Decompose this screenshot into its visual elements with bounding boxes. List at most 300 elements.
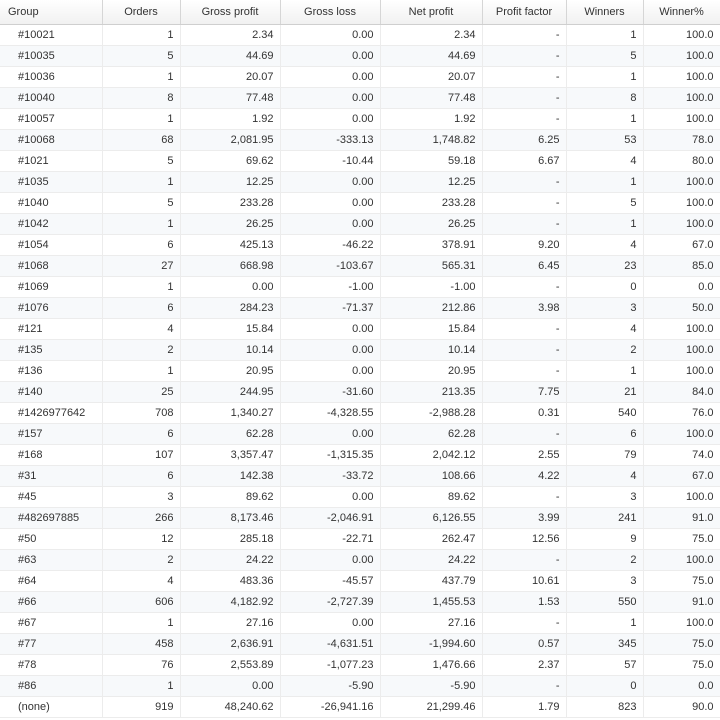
cell-orders: 6: [102, 423, 180, 444]
cell-group: #135: [0, 339, 102, 360]
table-row[interactable]: [0, 66, 720, 87]
cell-gross-loss: 0.00: [280, 549, 380, 570]
cell-profit-factor: 3.98: [482, 297, 566, 318]
cell-gross-loss: -1,077.23: [280, 654, 380, 675]
cell-net-profit: 24.22: [380, 549, 482, 570]
cell-winner-pct: 100.0: [643, 549, 720, 570]
cell-winner-pct: 80.0: [643, 150, 720, 171]
cell-winners: 3: [566, 297, 643, 318]
cell-orders: 1: [102, 213, 180, 234]
cell-profit-factor: 0.31: [482, 402, 566, 423]
table-row[interactable]: [0, 87, 720, 108]
cell-gross-profit: 2,636.91: [180, 633, 280, 654]
cell-orders: 4: [102, 570, 180, 591]
cell-profit-factor: -: [482, 24, 566, 45]
cell-gross-loss: -31.60: [280, 381, 380, 402]
cell-profit-factor: -: [482, 486, 566, 507]
table-row[interactable]: [0, 591, 720, 612]
table-row[interactable]: [0, 444, 720, 465]
cell-net-profit: 2,042.12: [380, 444, 482, 465]
column-header-group[interactable]: Group: [0, 0, 102, 24]
cell-winners: 6: [566, 423, 643, 444]
table-row[interactable]: [0, 276, 720, 297]
cell-profit-factor: 3.99: [482, 507, 566, 528]
cell-gross-profit: 12.25: [180, 171, 280, 192]
cell-winner-pct: 0.0: [643, 276, 720, 297]
table-row[interactable]: [0, 528, 720, 549]
cell-winner-pct: 100.0: [643, 24, 720, 45]
cell-group: #10068: [0, 129, 102, 150]
cell-net-profit: -1,994.60: [380, 633, 482, 654]
cell-profit-factor: 7.75: [482, 381, 566, 402]
table-row[interactable]: [0, 150, 720, 171]
cell-winners: 8: [566, 87, 643, 108]
column-header-winners[interactable]: Winners: [566, 0, 643, 24]
cell-orders: 266: [102, 507, 180, 528]
cell-winners: 1: [566, 24, 643, 45]
cell-gross-profit: 284.23: [180, 297, 280, 318]
cell-gross-loss: -26,941.16: [280, 696, 380, 717]
cell-gross-loss: 0.00: [280, 66, 380, 87]
cell-winner-pct: 85.0: [643, 255, 720, 276]
cell-gross-loss: 0.00: [280, 192, 380, 213]
cell-profit-factor: 2.37: [482, 654, 566, 675]
cell-profit-factor: 12.56: [482, 528, 566, 549]
cell-gross-loss: 0.00: [280, 171, 380, 192]
header-row: [0, 0, 720, 24]
cell-group: #140: [0, 381, 102, 402]
cell-winner-pct: 76.0: [643, 402, 720, 423]
cell-profit-factor: 10.61: [482, 570, 566, 591]
cell-winners: 9: [566, 528, 643, 549]
cell-group: #1426977642: [0, 402, 102, 423]
table-row[interactable]: [0, 549, 720, 570]
cell-winners: 540: [566, 402, 643, 423]
cell-winner-pct: 100.0: [643, 360, 720, 381]
cell-winner-pct: 50.0: [643, 297, 720, 318]
cell-orders: 1: [102, 108, 180, 129]
cell-winners: 23: [566, 255, 643, 276]
cell-orders: 76: [102, 654, 180, 675]
cell-gross-profit: 77.48: [180, 87, 280, 108]
cell-gross-profit: 1.92: [180, 108, 280, 129]
cell-net-profit: 26.25: [380, 213, 482, 234]
cell-winner-pct: 75.0: [643, 633, 720, 654]
column-header-profit-factor[interactable]: Profit factor: [482, 0, 566, 24]
cell-gross-profit: 3,357.47: [180, 444, 280, 465]
cell-winners: 0: [566, 675, 643, 696]
cell-winner-pct: 100.0: [643, 213, 720, 234]
cell-winner-pct: 75.0: [643, 654, 720, 675]
cell-net-profit: 27.16: [380, 612, 482, 633]
cell-winners: 2: [566, 549, 643, 570]
cell-group: #1068: [0, 255, 102, 276]
cell-net-profit: 262.47: [380, 528, 482, 549]
cell-group: #67: [0, 612, 102, 633]
cell-winners: 2: [566, 339, 643, 360]
cell-winners: 5: [566, 192, 643, 213]
cell-orders: 1: [102, 612, 180, 633]
table-row[interactable]: [0, 129, 720, 150]
cell-gross-loss: 0.00: [280, 45, 380, 66]
cell-orders: 68: [102, 129, 180, 150]
cell-profit-factor: -: [482, 192, 566, 213]
cell-gross-profit: 26.25: [180, 213, 280, 234]
cell-winner-pct: 91.0: [643, 507, 720, 528]
cell-net-profit: 10.14: [380, 339, 482, 360]
cell-profit-factor: -: [482, 66, 566, 87]
cell-net-profit: 62.28: [380, 423, 482, 444]
cell-winners: 1: [566, 360, 643, 381]
cell-winner-pct: 100.0: [643, 87, 720, 108]
column-header-gross-loss[interactable]: Gross loss: [280, 0, 380, 24]
cell-orders: 107: [102, 444, 180, 465]
cell-winners: 0: [566, 276, 643, 297]
cell-winners: 1: [566, 66, 643, 87]
cell-net-profit: -2,988.28: [380, 402, 482, 423]
cell-net-profit: 378.91: [380, 234, 482, 255]
cell-orders: 5: [102, 192, 180, 213]
cell-gross-loss: -2,727.39: [280, 591, 380, 612]
cell-gross-loss: -5.90: [280, 675, 380, 696]
cell-orders: 12: [102, 528, 180, 549]
cell-profit-factor: -: [482, 612, 566, 633]
cell-gross-profit: 142.38: [180, 465, 280, 486]
cell-group: #10035: [0, 45, 102, 66]
cell-gross-loss: -333.13: [280, 129, 380, 150]
cell-net-profit: 1,748.82: [380, 129, 482, 150]
cell-profit-factor: -: [482, 360, 566, 381]
cell-gross-profit: 15.84: [180, 318, 280, 339]
cell-group: #86: [0, 675, 102, 696]
table-row[interactable]: [0, 318, 720, 339]
cell-winner-pct: 78.0: [643, 129, 720, 150]
cell-orders: 6: [102, 297, 180, 318]
cell-net-profit: 44.69: [380, 45, 482, 66]
cell-orders: 708: [102, 402, 180, 423]
cell-group: #157: [0, 423, 102, 444]
cell-profit-factor: 2.55: [482, 444, 566, 465]
cell-profit-factor: -: [482, 339, 566, 360]
cell-gross-loss: -4,328.55: [280, 402, 380, 423]
cell-winner-pct: 100.0: [643, 192, 720, 213]
cell-gross-profit: 2.34: [180, 24, 280, 45]
cell-winners: 1: [566, 213, 643, 234]
cell-net-profit: 6,126.55: [380, 507, 482, 528]
cell-orders: 2: [102, 339, 180, 360]
cell-orders: 8: [102, 87, 180, 108]
cell-orders: 1: [102, 171, 180, 192]
cell-gross-profit: 8,173.46: [180, 507, 280, 528]
cell-winner-pct: 100.0: [643, 486, 720, 507]
cell-gross-loss: -22.71: [280, 528, 380, 549]
cell-group: #66: [0, 591, 102, 612]
cell-winner-pct: 75.0: [643, 570, 720, 591]
cell-orders: 4: [102, 318, 180, 339]
cell-gross-loss: 0.00: [280, 423, 380, 444]
cell-group: #63: [0, 549, 102, 570]
cell-gross-profit: 4,182.92: [180, 591, 280, 612]
cell-group: #168: [0, 444, 102, 465]
column-header-net-profit[interactable]: Net profit: [380, 0, 482, 24]
cell-net-profit: -5.90: [380, 675, 482, 696]
cell-profit-factor: 6.25: [482, 129, 566, 150]
cell-gross-loss: 0.00: [280, 612, 380, 633]
cell-group: #10036: [0, 66, 102, 87]
cell-winners: 21: [566, 381, 643, 402]
cell-gross-profit: 44.69: [180, 45, 280, 66]
cell-winner-pct: 67.0: [643, 465, 720, 486]
cell-orders: 5: [102, 45, 180, 66]
cell-gross-loss: 0.00: [280, 318, 380, 339]
cell-winner-pct: 100.0: [643, 171, 720, 192]
cell-net-profit: 212.86: [380, 297, 482, 318]
cell-winner-pct: 75.0: [643, 528, 720, 549]
cell-net-profit: 59.18: [380, 150, 482, 171]
cell-group: #136: [0, 360, 102, 381]
cell-group: #78: [0, 654, 102, 675]
cell-profit-factor: -: [482, 45, 566, 66]
cell-gross-loss: 0.00: [280, 486, 380, 507]
cell-group: #64: [0, 570, 102, 591]
table-row[interactable]: [0, 213, 720, 234]
cell-profit-factor: 1.53: [482, 591, 566, 612]
cell-gross-loss: 0.00: [280, 339, 380, 360]
cell-group: #1021: [0, 150, 102, 171]
cell-gross-loss: -71.37: [280, 297, 380, 318]
cell-profit-factor: -: [482, 276, 566, 297]
cell-gross-loss: -45.57: [280, 570, 380, 591]
cell-net-profit: 77.48: [380, 87, 482, 108]
cell-gross-loss: -103.67: [280, 255, 380, 276]
table-row[interactable]: [0, 675, 720, 696]
cell-winners: 4: [566, 318, 643, 339]
cell-orders: 6: [102, 465, 180, 486]
table-row[interactable]: [0, 486, 720, 507]
cell-profit-factor: -: [482, 87, 566, 108]
table-row[interactable]: [0, 192, 720, 213]
cell-winners: 57: [566, 654, 643, 675]
cell-gross-profit: 0.00: [180, 276, 280, 297]
cell-group: #1035: [0, 171, 102, 192]
cell-gross-profit: 668.98: [180, 255, 280, 276]
cell-net-profit: -1.00: [380, 276, 482, 297]
cell-gross-loss: -4,631.51: [280, 633, 380, 654]
cell-profit-factor: -: [482, 675, 566, 696]
cell-orders: 1: [102, 675, 180, 696]
cell-winners: 4: [566, 234, 643, 255]
cell-net-profit: 437.79: [380, 570, 482, 591]
cell-gross-loss: 0.00: [280, 108, 380, 129]
cell-profit-factor: -: [482, 549, 566, 570]
cell-group: #77: [0, 633, 102, 654]
table-row[interactable]: [0, 171, 720, 192]
cell-gross-loss: -2,046.91: [280, 507, 380, 528]
cell-gross-loss: 0.00: [280, 360, 380, 381]
cell-orders: 1: [102, 24, 180, 45]
cell-gross-loss: 0.00: [280, 213, 380, 234]
cell-net-profit: 20.95: [380, 360, 482, 381]
cell-net-profit: 2.34: [380, 24, 482, 45]
table-row[interactable]: [0, 633, 720, 654]
table-row[interactable]: [0, 255, 720, 276]
cell-winners: 4: [566, 465, 643, 486]
cell-winner-pct: 100.0: [643, 423, 720, 444]
cell-winners: 1: [566, 108, 643, 129]
cell-winners: 5: [566, 45, 643, 66]
cell-net-profit: 12.25: [380, 171, 482, 192]
cell-winner-pct: 67.0: [643, 234, 720, 255]
cell-orders: 6: [102, 234, 180, 255]
cell-group: #1069: [0, 276, 102, 297]
cell-winners: 550: [566, 591, 643, 612]
cell-winners: 53: [566, 129, 643, 150]
cell-winners: 4: [566, 150, 643, 171]
cell-profit-factor: 1.79: [482, 696, 566, 717]
cell-net-profit: 89.62: [380, 486, 482, 507]
cell-winner-pct: 0.0: [643, 675, 720, 696]
cell-winner-pct: 100.0: [643, 318, 720, 339]
table-row[interactable]: [0, 696, 720, 717]
cell-group: #121: [0, 318, 102, 339]
cell-gross-profit: 10.14: [180, 339, 280, 360]
cell-gross-loss: -10.44: [280, 150, 380, 171]
cell-orders: 3: [102, 486, 180, 507]
table-row[interactable]: [0, 24, 720, 45]
cell-winners: 3: [566, 570, 643, 591]
cell-gross-profit: 20.95: [180, 360, 280, 381]
cell-profit-factor: -: [482, 213, 566, 234]
cell-profit-factor: 6.67: [482, 150, 566, 171]
cell-profit-factor: -: [482, 171, 566, 192]
cell-winners: 1: [566, 171, 643, 192]
cell-profit-factor: -: [482, 318, 566, 339]
cell-net-profit: 15.84: [380, 318, 482, 339]
cell-winner-pct: 91.0: [643, 591, 720, 612]
cell-gross-loss: 0.00: [280, 87, 380, 108]
table-row[interactable]: [0, 108, 720, 129]
cell-orders: 1: [102, 66, 180, 87]
cell-winner-pct: 100.0: [643, 45, 720, 66]
cell-winners: 1: [566, 612, 643, 633]
table-body: [0, 24, 720, 717]
column-header-winner-pct[interactable]: Winner%: [643, 0, 720, 24]
table-row[interactable]: [0, 402, 720, 423]
table-row[interactable]: [0, 570, 720, 591]
cell-winner-pct: 100.0: [643, 612, 720, 633]
cell-profit-factor: -: [482, 423, 566, 444]
cell-gross-profit: 0.00: [180, 675, 280, 696]
table-row[interactable]: [0, 234, 720, 255]
cell-gross-profit: 285.18: [180, 528, 280, 549]
column-header-orders[interactable]: Orders: [102, 0, 180, 24]
cell-net-profit: 21,299.46: [380, 696, 482, 717]
cell-gross-loss: -46.22: [280, 234, 380, 255]
cell-group: #10021: [0, 24, 102, 45]
cell-net-profit: 233.28: [380, 192, 482, 213]
cell-gross-loss: 0.00: [280, 24, 380, 45]
table-row[interactable]: [0, 423, 720, 444]
cell-gross-profit: 20.07: [180, 66, 280, 87]
cell-net-profit: 108.66: [380, 465, 482, 486]
cell-orders: 458: [102, 633, 180, 654]
cell-orders: 1: [102, 276, 180, 297]
table-row[interactable]: [0, 654, 720, 675]
cell-gross-profit: 27.16: [180, 612, 280, 633]
cell-winners: 345: [566, 633, 643, 654]
cell-gross-profit: 62.28: [180, 423, 280, 444]
cell-gross-profit: 48,240.62: [180, 696, 280, 717]
cell-gross-profit: 2,553.89: [180, 654, 280, 675]
cell-group: #1076: [0, 297, 102, 318]
cell-orders: 919: [102, 696, 180, 717]
cell-profit-factor: 4.22: [482, 465, 566, 486]
cell-net-profit: 1.92: [380, 108, 482, 129]
cell-group: #10040: [0, 87, 102, 108]
cell-group: #1054: [0, 234, 102, 255]
cell-net-profit: 213.35: [380, 381, 482, 402]
cell-group: #50: [0, 528, 102, 549]
cell-orders: 25: [102, 381, 180, 402]
table-row[interactable]: [0, 297, 720, 318]
cell-gross-profit: 24.22: [180, 549, 280, 570]
cell-gross-profit: 244.95: [180, 381, 280, 402]
table-row[interactable]: [0, 45, 720, 66]
cell-profit-factor: 0.57: [482, 633, 566, 654]
cell-profit-factor: -: [482, 108, 566, 129]
table-row[interactable]: [0, 339, 720, 360]
cell-net-profit: 20.07: [380, 66, 482, 87]
table-row[interactable]: [0, 360, 720, 381]
cell-winner-pct: 84.0: [643, 381, 720, 402]
cell-gross-profit: 483.36: [180, 570, 280, 591]
column-header-gross-profit[interactable]: Gross profit: [180, 0, 280, 24]
cell-gross-profit: 233.28: [180, 192, 280, 213]
table-row[interactable]: [0, 381, 720, 402]
cell-winners: 823: [566, 696, 643, 717]
cell-gross-profit: 89.62: [180, 486, 280, 507]
cell-gross-profit: 2,081.95: [180, 129, 280, 150]
cell-group: #1042: [0, 213, 102, 234]
cell-winner-pct: 74.0: [643, 444, 720, 465]
cell-profit-factor: 9.20: [482, 234, 566, 255]
cell-gross-loss: -33.72: [280, 465, 380, 486]
table-row[interactable]: [0, 507, 720, 528]
table-row[interactable]: [0, 612, 720, 633]
cell-winner-pct: 90.0: [643, 696, 720, 717]
cell-group: #45: [0, 486, 102, 507]
cell-winners: 3: [566, 486, 643, 507]
cell-group: #482697885: [0, 507, 102, 528]
cell-winners: 79: [566, 444, 643, 465]
cell-gross-loss: -1,315.35: [280, 444, 380, 465]
cell-profit-factor: 6.45: [482, 255, 566, 276]
cell-net-profit: 1,476.66: [380, 654, 482, 675]
cell-orders: 606: [102, 591, 180, 612]
cell-winner-pct: 100.0: [643, 339, 720, 360]
cell-group: #1040: [0, 192, 102, 213]
cell-orders: 27: [102, 255, 180, 276]
cell-winner-pct: 100.0: [643, 66, 720, 87]
cell-net-profit: 565.31: [380, 255, 482, 276]
cell-gross-loss: -1.00: [280, 276, 380, 297]
cell-winner-pct: 100.0: [643, 108, 720, 129]
cell-orders: 2: [102, 549, 180, 570]
cell-winners: 241: [566, 507, 643, 528]
cell-net-profit: 1,455.53: [380, 591, 482, 612]
cell-orders: 5: [102, 150, 180, 171]
table-row[interactable]: [0, 465, 720, 486]
